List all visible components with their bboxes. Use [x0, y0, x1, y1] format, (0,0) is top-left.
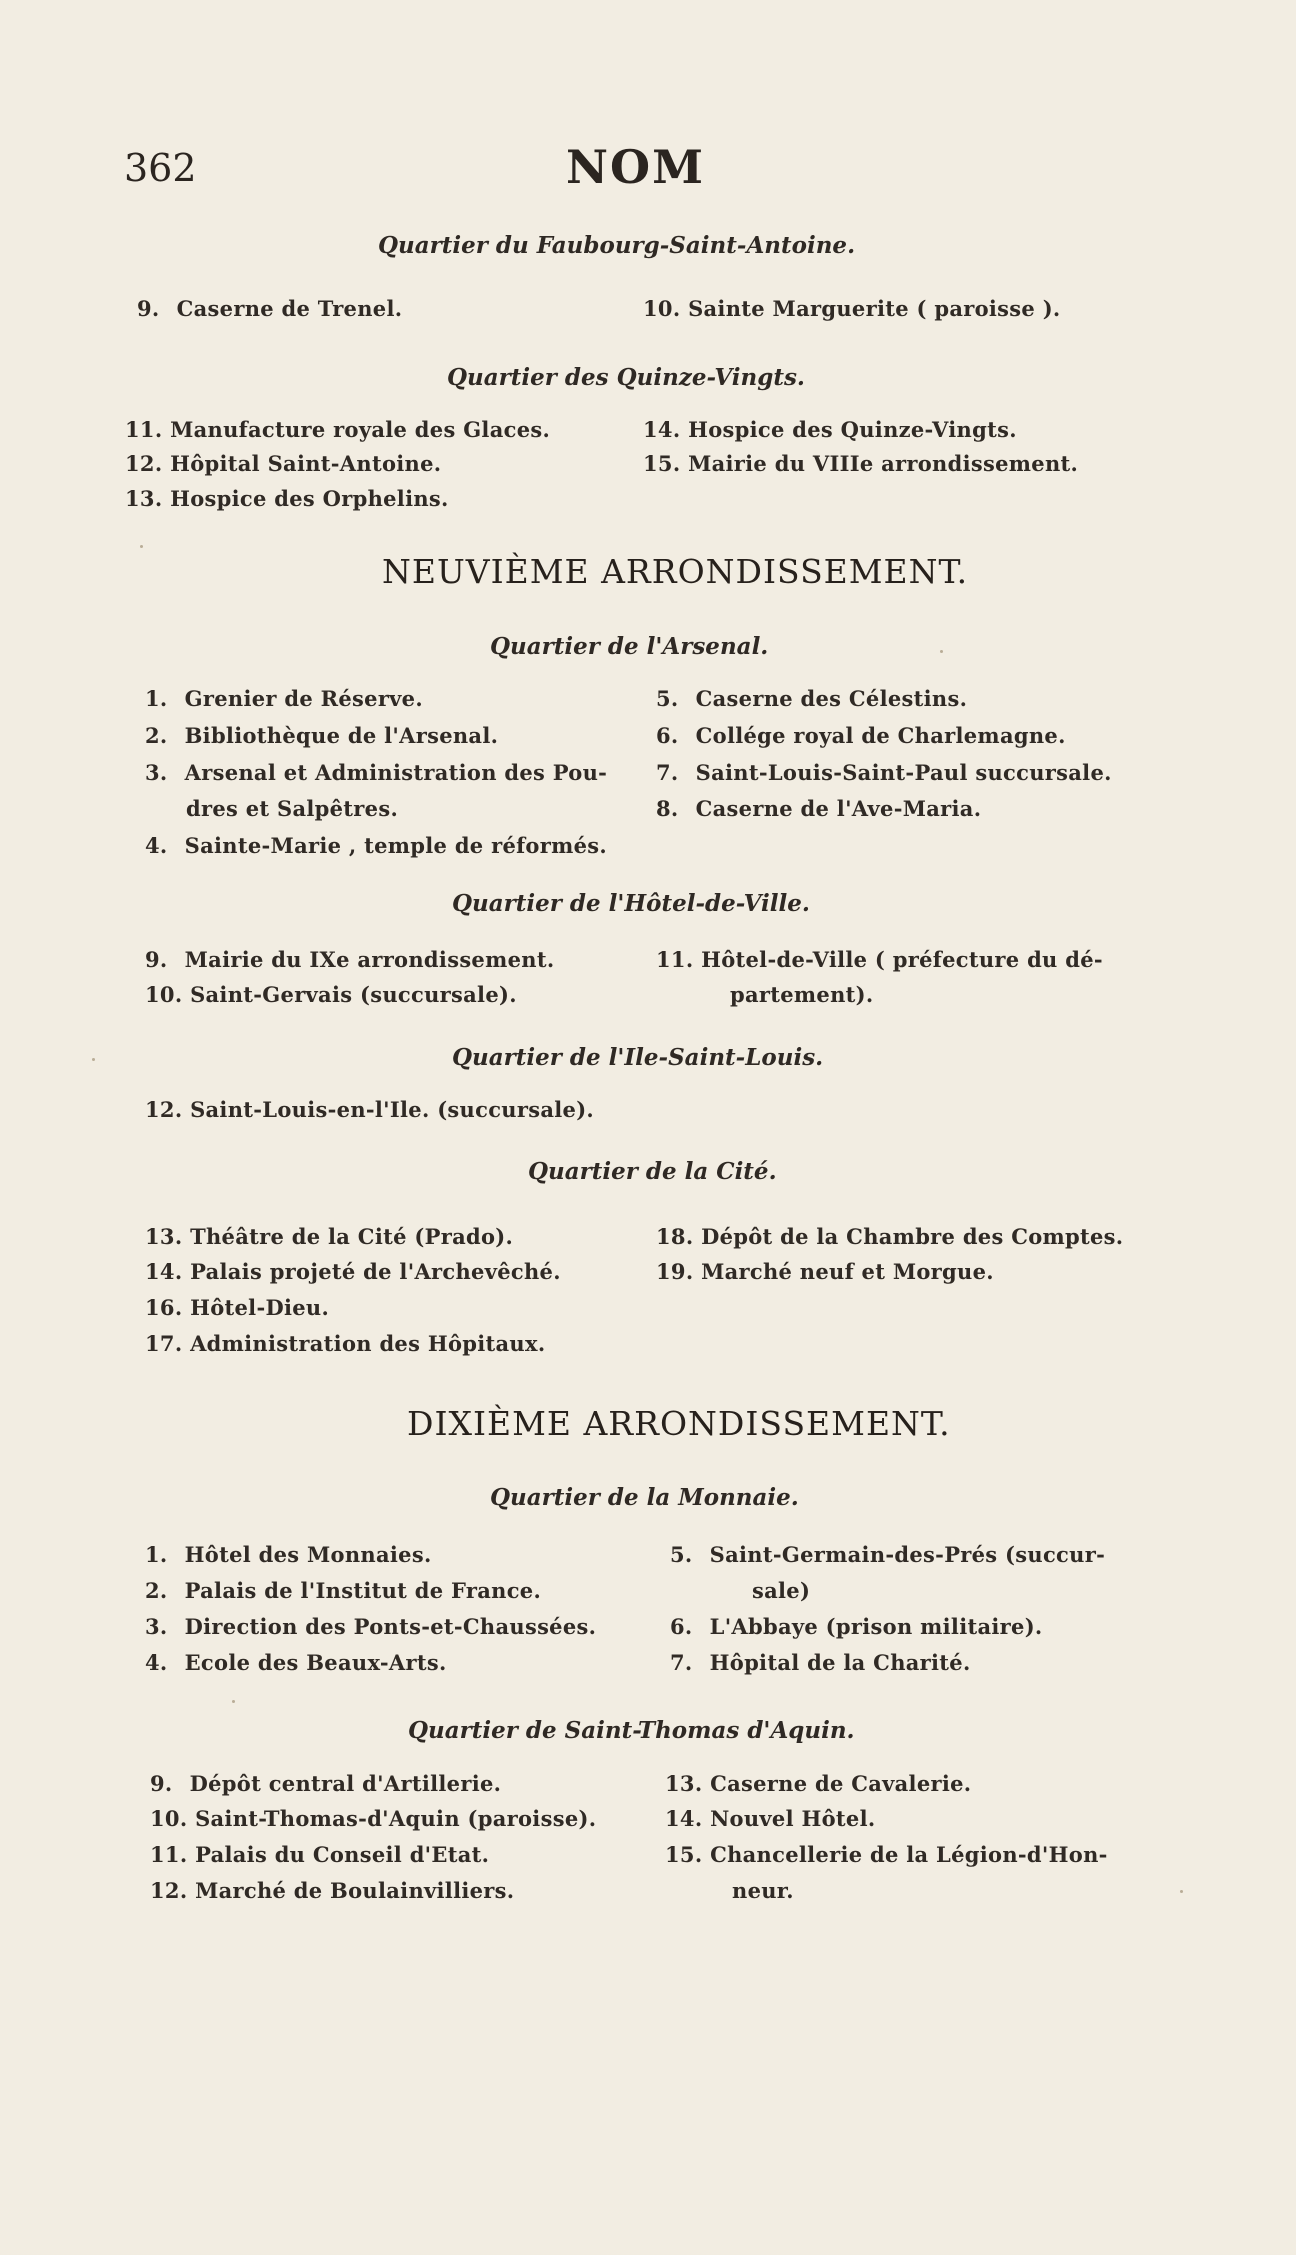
quarter-heading: Quartier de l'Ile-Saint-Louis.	[452, 1044, 824, 1071]
entry-text: Hospice des Quinze-Vingts.	[688, 417, 1017, 442]
entry-text: Saint-Germain-des-Prés (succur-	[709, 1542, 1106, 1567]
paper-speck	[1180, 1890, 1183, 1893]
entry-text: Chancellerie de la Légion-d'Hon-	[710, 1842, 1108, 1867]
entry	[125, 417, 550, 442]
running-head: NOM	[566, 140, 706, 194]
entry	[145, 1331, 545, 1356]
entry-text: Marché de Boulainvilliers.	[195, 1878, 515, 1903]
entry-text: L'Abbaye (prison militaire).	[709, 1614, 1043, 1639]
entry	[656, 1259, 994, 1284]
entry	[145, 1295, 329, 1320]
entry	[150, 1878, 514, 1903]
quarter-heading: Quartier de Saint-Thomas d'Aquin.	[408, 1717, 855, 1744]
entry-text: Mairie du IXe arrondissement.	[184, 947, 555, 972]
entry	[150, 1771, 501, 1796]
quarter-heading: Quartier du Faubourg-Saint-Antoine.	[378, 232, 856, 259]
entry-number: 6.	[656, 723, 679, 748]
entry	[145, 723, 498, 748]
quarter-heading: Quartier de la Cité.	[528, 1158, 777, 1185]
arrondissement-heading: NEUVIÈME ARRONDISSEMENT.	[382, 552, 969, 591]
entry-text: Hôtel-de-Ville ( préfecture du dé-	[701, 947, 1103, 972]
entry-number: 3.	[145, 760, 168, 785]
entry-number: 14.	[665, 1806, 703, 1831]
entry	[145, 1650, 447, 1675]
entry-text: Sainte Marguerite ( paroisse ).	[688, 296, 1061, 321]
entry	[656, 947, 1103, 972]
entry-number: 8.	[656, 796, 679, 821]
entry	[150, 1842, 489, 1867]
entry-text: Saint-Thomas-d'Aquin (paroisse).	[195, 1806, 597, 1831]
entry-text: Hôtel des Monnaies.	[184, 1542, 432, 1567]
entry	[643, 451, 1078, 476]
entry	[656, 760, 1112, 785]
entry-continuation: partement).	[730, 982, 874, 1007]
entry-text: Bibliothèque de l'Arsenal.	[184, 723, 499, 748]
entry-text: Saint-Louis-en-l'Ile. (succursale).	[190, 1097, 595, 1122]
entry	[137, 296, 402, 321]
entry	[670, 1614, 1043, 1639]
entry	[145, 1542, 432, 1567]
entry-number: 7.	[670, 1650, 693, 1675]
entry-continuation: dres et Salpêtres.	[186, 796, 399, 821]
entry	[145, 1578, 541, 1603]
entry-number: 2.	[145, 723, 168, 748]
entry-text: Caserne des Célestins.	[695, 686, 968, 711]
entry	[670, 1542, 1105, 1567]
entry	[145, 1097, 594, 1122]
entry-text: Dépôt de la Chambre des Comptes.	[701, 1224, 1124, 1249]
entry-continuation: sale)	[752, 1578, 811, 1603]
entry-number: 11.	[656, 947, 694, 972]
quarter-heading: Quartier de l'Hôtel-de-Ville.	[452, 890, 810, 917]
entry	[665, 1842, 1108, 1867]
entry	[656, 686, 967, 711]
entry-text: Collége royal de Charlemagne.	[695, 723, 1066, 748]
entry-number: 17.	[145, 1331, 183, 1356]
entry-text: Palais de l'Institut de France.	[184, 1578, 542, 1603]
entry-text: Caserne de Trenel.	[176, 296, 403, 321]
entry-text: Marché neuf et Morgue.	[701, 1259, 994, 1284]
paper-speck	[232, 1700, 235, 1703]
entry	[145, 1224, 513, 1249]
entry-number: 9.	[137, 296, 160, 321]
entry-text: Hôtel-Dieu.	[190, 1295, 330, 1320]
entry-text: Caserne de l'Ave-Maria.	[695, 796, 982, 821]
entry-number: 6.	[670, 1614, 693, 1639]
entry-text: Sainte-Marie , temple de réformés.	[184, 833, 608, 858]
entry-number: 12.	[150, 1878, 188, 1903]
entry-number: 7.	[656, 760, 679, 785]
entry	[656, 723, 1066, 748]
entry-number: 19.	[656, 1259, 694, 1284]
entry-number: 13.	[665, 1771, 703, 1796]
entry-text: Palais du Conseil d'Etat.	[195, 1842, 490, 1867]
entry-text: Saint-Louis-Saint-Paul succursale.	[695, 760, 1112, 785]
entry-number: 9.	[145, 947, 168, 972]
entry-number: 15.	[643, 451, 681, 476]
entry-number: 1.	[145, 686, 168, 711]
entry-number: 1.	[145, 1542, 168, 1567]
entry	[656, 796, 981, 821]
entry-number: 4.	[145, 833, 168, 858]
entry-text: Palais projeté de l'Archevêché.	[190, 1259, 561, 1284]
entry-number: 11.	[125, 417, 163, 442]
entry-number: 2.	[145, 1578, 168, 1603]
entry	[665, 1806, 875, 1831]
entry-number: 18.	[656, 1224, 694, 1249]
entry-text: Mairie du VIIIe arrondissement.	[688, 451, 1079, 476]
entry-text: Caserne de Cavalerie.	[710, 1771, 972, 1796]
paper-speck	[140, 545, 143, 548]
entry-number: 4.	[145, 1650, 168, 1675]
entry	[145, 982, 517, 1007]
entry	[145, 947, 554, 972]
entry-continuation: neur.	[732, 1878, 794, 1903]
entry-text: Nouvel Hôtel.	[710, 1806, 876, 1831]
entry-text: Théâtre de la Cité (Prado).	[190, 1224, 514, 1249]
arrondissement-heading: DIXIÈME ARRONDISSEMENT.	[407, 1404, 951, 1443]
entry-text: Manufacture royale des Glaces.	[170, 417, 551, 442]
entry-number: 10.	[150, 1806, 188, 1831]
entry-number: 11.	[150, 1842, 188, 1867]
entry-text: Hospice des Orphelins.	[170, 486, 449, 511]
entry	[125, 486, 449, 511]
entry	[150, 1806, 596, 1831]
entry-number: 12.	[125, 451, 163, 476]
entry-number: 10.	[145, 982, 183, 1007]
entry	[145, 1259, 561, 1284]
entry-text: Ecole des Beaux-Arts.	[184, 1650, 447, 1675]
entry	[656, 1224, 1123, 1249]
entry	[145, 1614, 596, 1639]
paper-speck	[92, 1058, 95, 1061]
entry-text: Dépôt central d'Artillerie.	[189, 1771, 502, 1796]
paper-speck	[940, 650, 943, 653]
entry	[670, 1650, 971, 1675]
entry	[145, 760, 607, 785]
entry-number: 10.	[643, 296, 681, 321]
entry-number: 5.	[656, 686, 679, 711]
entry	[145, 833, 607, 858]
entry-number: 5.	[670, 1542, 693, 1567]
entry-number: 13.	[125, 486, 163, 511]
entry-text: Saint-Gervais (succursale).	[190, 982, 517, 1007]
quarter-heading: Quartier de l'Arsenal.	[490, 633, 769, 660]
entry-number: 14.	[643, 417, 681, 442]
quarter-heading: Quartier de la Monnaie.	[490, 1484, 799, 1511]
entry-text: Direction des Ponts-et-Chaussées.	[184, 1614, 597, 1639]
page-number: 362	[124, 146, 197, 190]
entry-text: Grenier de Réserve.	[184, 686, 423, 711]
entry	[665, 1771, 971, 1796]
entry-number: 9.	[150, 1771, 173, 1796]
entry	[643, 417, 1017, 442]
entry-number: 12.	[145, 1097, 183, 1122]
entry-number: 16.	[145, 1295, 183, 1320]
entry	[145, 686, 423, 711]
quarter-heading: Quartier des Quinze-Vingts.	[447, 364, 805, 391]
entry-text: Hôpital Saint-Antoine.	[170, 451, 442, 476]
entry-number: 13.	[145, 1224, 183, 1249]
entry-text: Arsenal et Administration des Pou-	[184, 760, 608, 785]
entry	[125, 451, 441, 476]
entry-number: 3.	[145, 1614, 168, 1639]
entry-number: 14.	[145, 1259, 183, 1284]
entry-number: 15.	[665, 1842, 703, 1867]
entry-text: Administration des Hôpitaux.	[190, 1331, 546, 1356]
entry	[643, 296, 1061, 321]
entry-text: Hôpital de la Charité.	[709, 1650, 971, 1675]
